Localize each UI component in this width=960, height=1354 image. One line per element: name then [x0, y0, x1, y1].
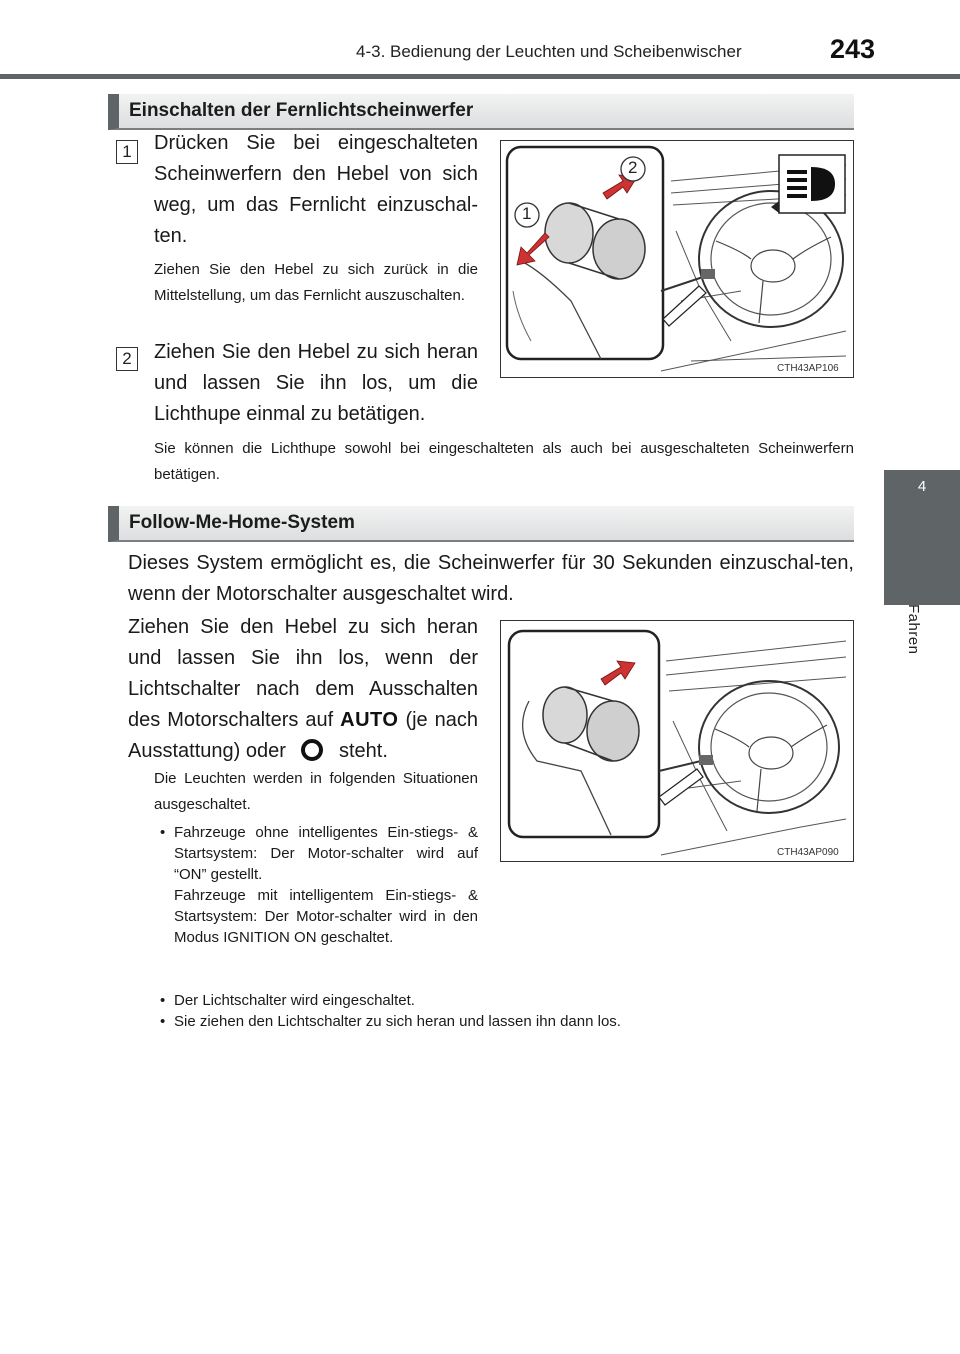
- bullet-list-1: [154, 822, 478, 948]
- light-off-icon: [297, 738, 327, 762]
- high-beam-icon: [785, 163, 839, 205]
- instructions-part-3: steht.: [339, 740, 388, 762]
- section-title: 4-3. Bedienung der Leuchten und Scheibenwischer: [356, 42, 742, 61]
- section-heading-follow-me-home: [108, 506, 854, 542]
- list-item: • Der Lichtschalter wird eingeschaltet.: [154, 990, 854, 1011]
- section-1-footnote: Sie können die Lichthupe sowohl bei eingeschalteten als auch bei ausgeschalteten Scheinwerfern betätigen.: [154, 440, 854, 483]
- auto-symbol: AUTO: [340, 709, 399, 731]
- follow-me-intro: Dieses System ermöglicht es, die Scheinwerfer für 30 Sekunden einzuschal-ten, wenn der Motorschalter ausgeschaltet wird.: [128, 552, 854, 605]
- chapter-label-text: Fahren: [905, 604, 922, 655]
- step-1-text: Drücken Sie bei eingeschalteten Scheinwerfern den Hebel von sich weg, um das Fernlicht einzuschal-ten.: [154, 132, 478, 247]
- page-number: 243: [830, 34, 876, 64]
- figure-follow-me-home-lever: [500, 620, 854, 862]
- step-number-2: 2: [116, 347, 138, 371]
- list-item-continuation: Fahrzeuge mit intelligentem Ein-stiegs- & Startsystem: Der Motor-schalter wird in den Modus IGNITION ON geschaltet.: [174, 887, 478, 946]
- step-number-1: 1: [116, 140, 138, 164]
- list-item: • Fahrzeuge ohne intelligentes Ein-stiegs- & Startsystem: Der Motor-schalter wird auf “ON” gestellt.: [154, 822, 478, 885]
- bullet-list-2: [154, 990, 854, 1032]
- lever-pull-illustration: [501, 621, 852, 860]
- follow-me-instructions: [128, 612, 478, 767]
- callout-1: 1: [522, 204, 532, 223]
- chapter-label: [905, 604, 935, 684]
- header-rule: [0, 74, 960, 79]
- callout-2: 2: [628, 158, 638, 177]
- instructions-part-1: Ziehen Sie den Hebel zu sich heran und lassen Sie ihn los, wenn der Lichtschalter nach dem Ausschalten des Motorschalters auf: [128, 616, 478, 731]
- instructions-part-2: (je nach Ausstattung) oder: [128, 709, 479, 762]
- section-heading-text: Follow-Me-Home-System: [129, 512, 355, 533]
- figure-code: CTH43AP106: [777, 363, 839, 374]
- figure-code: CTH43AP090: [777, 847, 839, 858]
- chapter-number: 4: [917, 478, 927, 495]
- step-2-text: Ziehen Sie den Hebel zu sich heran und lassen Sie ihn los, um die Lichthupe einmal zu betätigen.: [154, 341, 478, 425]
- step-1-note: Ziehen Sie den Hebel zu sich zurück in die Mittelstellung, um das Fernlicht auszuschalten.: [154, 261, 478, 304]
- section-heading-high-beam: [108, 94, 854, 130]
- figure-high-beam-lever: [500, 140, 854, 378]
- lights-off-note: Die Leuchten werden in folgenden Situationen ausgeschaltet.: [154, 770, 478, 813]
- list-item: • Sie ziehen den Lichtschalter zu sich heran und lassen ihn dann los.: [154, 1011, 854, 1032]
- section-heading-text: Einschalten der Fernlichtscheinwerfer: [129, 100, 474, 121]
